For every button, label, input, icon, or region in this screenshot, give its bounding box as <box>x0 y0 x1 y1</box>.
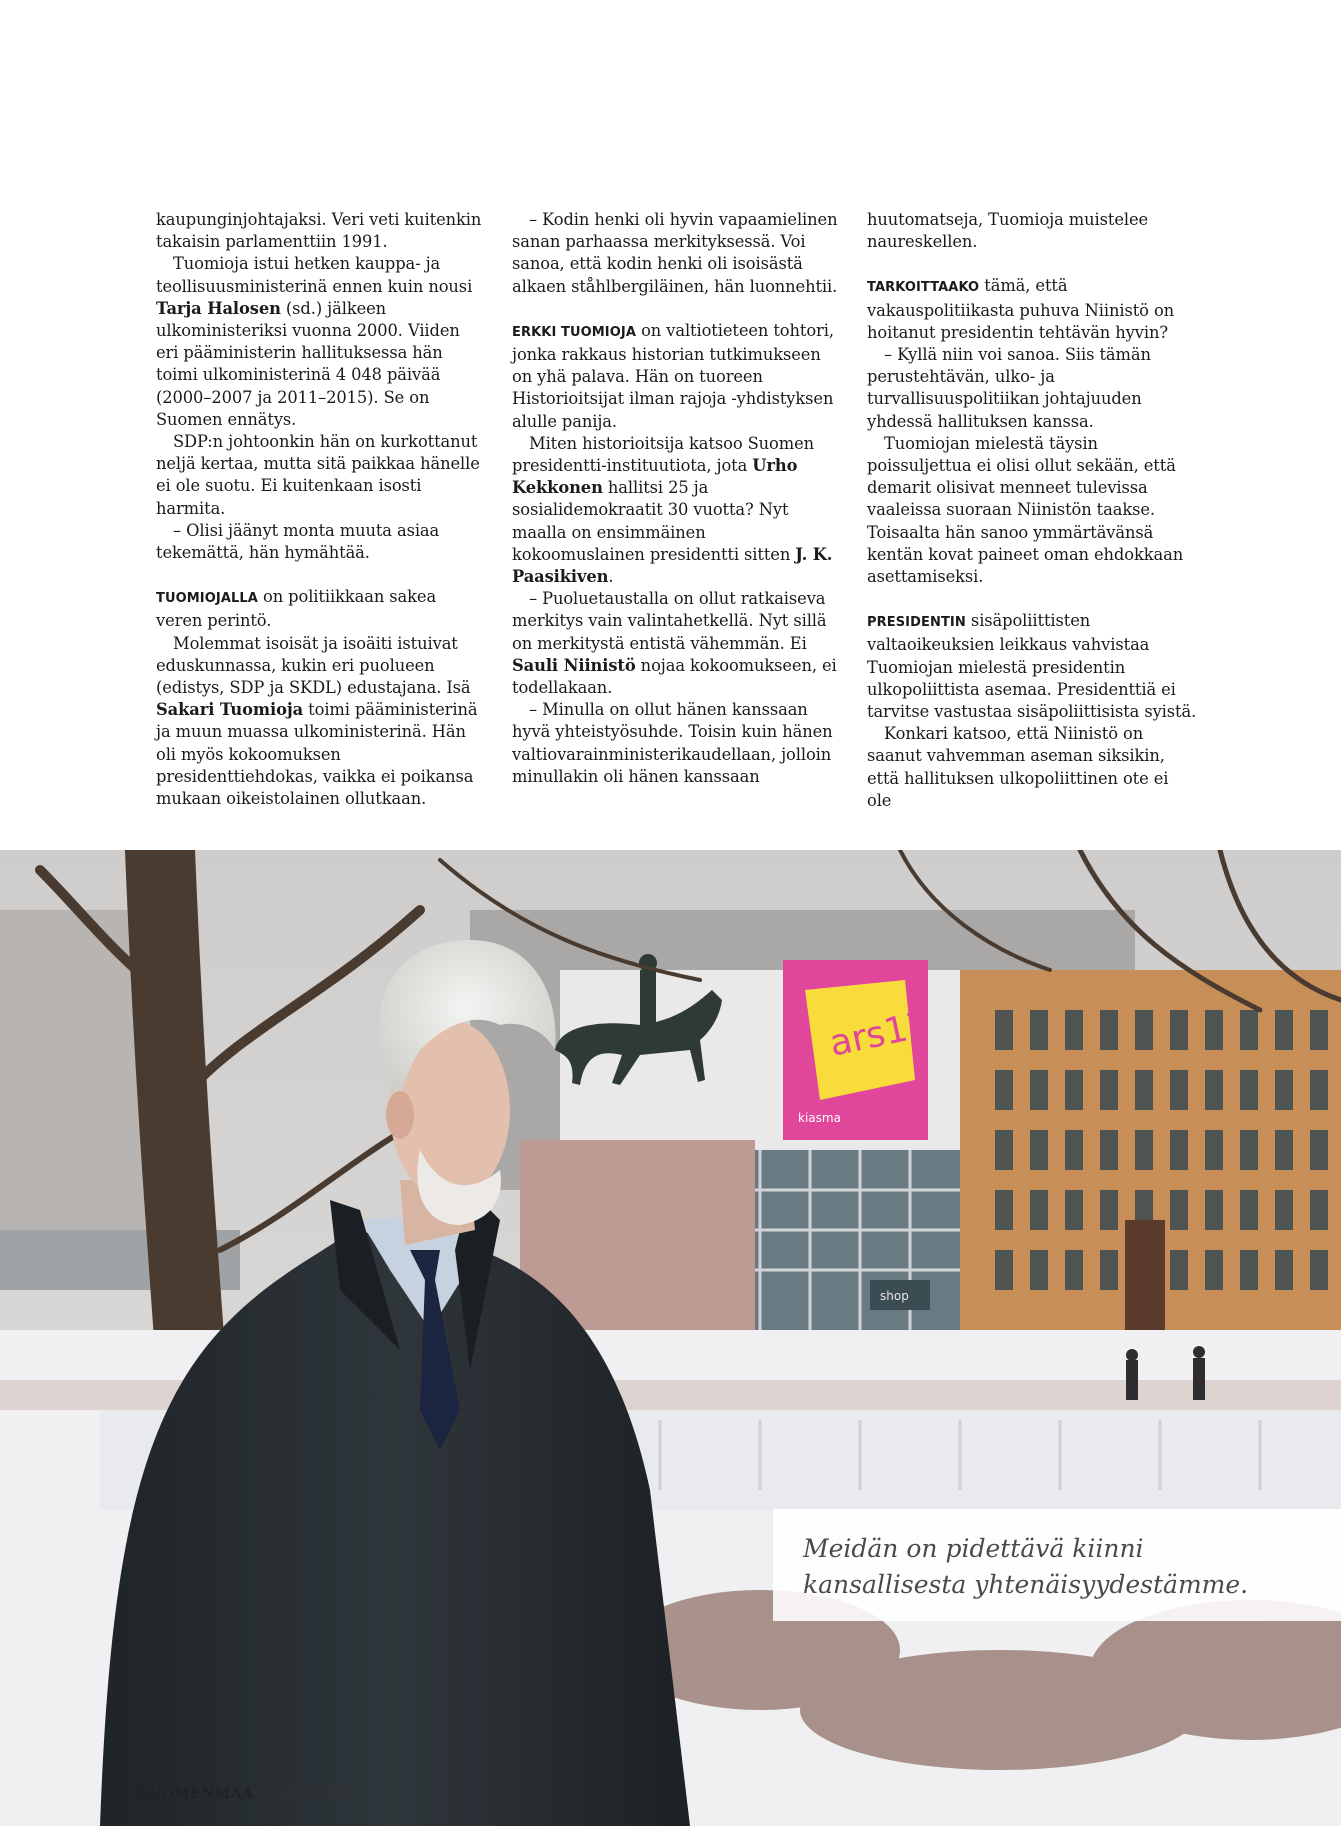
text-run: tämä, että vakauspolitiikasta puhuva Niinistö on hoitanut presidentin tehtävän hyvin? <box>867 276 1175 342</box>
paragraph <box>867 344 1197 433</box>
paragraph <box>867 588 1197 610</box>
pull-quote-line-2: kansallisesta yhtenäisyydestämme. <box>803 1570 1249 1599</box>
article-columns <box>156 209 1197 810</box>
paragraph <box>512 588 842 699</box>
text-run: – Kodin henki oli hyvin vapaamielinen sanan parhaassa merkityksessä. Voi sanoa, että kodin henki oli isoisästä alkaen ståhlbergiläinen, hän luonnehtii. <box>512 210 838 296</box>
paragraph <box>512 209 842 298</box>
paragraph <box>156 586 486 632</box>
text-run: on valtiotieteen tohtori, jonka rakkaus historian tutkimukseen on yhä palava. Hän on tuoreen Historioitsijat ilman rajoja -yhdistyksen alulle panija. <box>512 320 834 431</box>
section-lead-word: TUOMIOJALLA <box>156 591 258 607</box>
paragraph <box>512 298 842 320</box>
text-run: hallitsi 25 ja sosialidemokraatit 30 vuotta? Nyt maalla on ensimmäinen kokoomuslainen presidentti sitten <box>512 478 796 564</box>
text-run: toimi pääministerinä ja muun muassa ulkoministerinä. Hän oli myös kokoomuksen presidenttiehdokas, vaikka ei poikansa mukaan oikeistolainen ollutkaan. <box>156 700 478 809</box>
person-name: J. K. Paasikiven <box>512 544 833 587</box>
text-run: . <box>608 567 614 587</box>
article-column-2 <box>512 209 842 788</box>
paragraph <box>867 433 1197 588</box>
section-lead-word: TARKOITTAAKO <box>867 280 980 296</box>
paragraph <box>867 275 1197 344</box>
section-lead-word: PRESIDENTIN <box>867 615 966 631</box>
text-run: huutomatseja, Tuomioja muistelee naureskellen. <box>867 210 1149 252</box>
text-run: sisäpoliittisten valtaoikeuksien leikkaus vahvistaa Tuomiojan mielestä presidentin ulkopoliittista asemaa. Presidenttiä ei tarvitse vastustaa sisäpoliittisista syistä. <box>867 611 1197 722</box>
article-column-1 <box>156 209 486 810</box>
pull-quote <box>773 1509 1341 1621</box>
paragraph <box>156 431 486 520</box>
text-run: – Kyllä niin voi sanoa. Siis tämän perustehtävän, ulko- ja turvallisuuspolitiikan johtajuuden yhdessä hallituksen kanssa. <box>867 345 1151 431</box>
text-run: Tuomiojan mielestä täysin poissuljettua ei olisi ollut sekään, että demarit olisivat menneet tulevissa vaaleissa suoraan Niinistön taakse. Toisaalta hän sanoo ymmärtävänsä kentän kovat paineet oman ehdokkaan asettamiseksi. <box>867 433 1184 587</box>
paragraph <box>867 610 1197 723</box>
text-run: (sd.) jälkeen ulkoministeriksi vuonna 2000. Viiden eri pääministerin hallituksessa hän toimi ulkoministerinä 4 048 päivää (2000–2007 ja 2011–2015). Se on Suomen ennätys. <box>156 298 460 429</box>
magazine-name: SUOMENMAA <box>138 1786 254 1802</box>
paragraph <box>156 253 486 431</box>
paragraph <box>512 320 842 433</box>
svg-text:kiasma: kiasma <box>798 1111 841 1125</box>
poster-text: ars17 <box>826 1003 934 1065</box>
shop-sign: shop <box>880 1289 909 1303</box>
text-run: Miten historioitsija katsoo Suomen presidentti-instituutiota, jota <box>512 433 814 476</box>
text-run: – Olisi jäänyt monta muuta asiaa tekemättä, hän hymähtää. <box>156 520 440 563</box>
pull-quote-line-1: Meidän on pidettävä kiinni <box>803 1534 1144 1563</box>
text-run: – Minulla on ollut hänen kanssaan hyvä yhteistyösuhde. Toisin kuin hänen valtiovarainministerikaudellaan, jolloin minullakin oli hänen kanssaan <box>512 700 833 786</box>
text-run: kaupunginjohtajaksi. Veri veti kuitenkin takaisin parlamenttiin 1991. <box>156 210 482 252</box>
section-lead-word: ERKKI TUOMIOJA <box>512 324 636 340</box>
text-run: – Puoluetaustalla on ollut ratkaiseva merkitys vain valintahetkellä. Nyt sillä on merkitystä entistä vähemmän. Ei <box>512 589 827 653</box>
paragraph <box>156 520 486 564</box>
article-column-3 <box>867 209 1197 812</box>
page-footer <box>107 1784 342 1802</box>
paragraph <box>156 633 486 811</box>
paragraph <box>512 433 842 588</box>
page-number: 20 <box>107 1784 128 1802</box>
person-name: Urho Kekkonen <box>512 456 798 498</box>
person-name: Tarja Halosen <box>156 298 281 318</box>
text-run: Molemmat isoisät ja isoäiti istuivat eduskunnassa, kukin eri puolueen (edistys, SDP ja SKDL) edustajana. Isä <box>156 633 471 698</box>
text-run: SDP:n johtoonkin hän on kurkottanut neljä kertaa, mutta sitä paikkaa hänelle ei ole suotu. Ei kuitenkaan isosti harmita. <box>156 432 480 518</box>
text-run: nojaa kokoomukseen, ei todellakaan. <box>512 655 837 698</box>
paragraph <box>512 699 842 788</box>
issue-date: 24.3.2017 <box>275 1787 343 1802</box>
person-name: Sakari Tuomioja <box>156 700 304 720</box>
text-run: on politiikkaan sakea veren perintö. <box>156 587 437 631</box>
paragraph <box>156 564 486 586</box>
portrait-photo <box>0 850 1341 1826</box>
paragraph <box>156 209 486 253</box>
text-run: Konkari katsoo, että Niinistö on saanut vahvemman aseman siksikin, että hallituksen ulkopoliittinen ote ei ole <box>867 724 1169 810</box>
paragraph <box>867 253 1197 275</box>
paragraph <box>867 723 1197 812</box>
text-run: Tuomioja istui hetken kauppa- ja teollisuusministerinä ennen kuin nousi <box>156 254 473 296</box>
person-name: Sauli Niinistö <box>512 655 636 675</box>
paragraph <box>867 209 1197 253</box>
